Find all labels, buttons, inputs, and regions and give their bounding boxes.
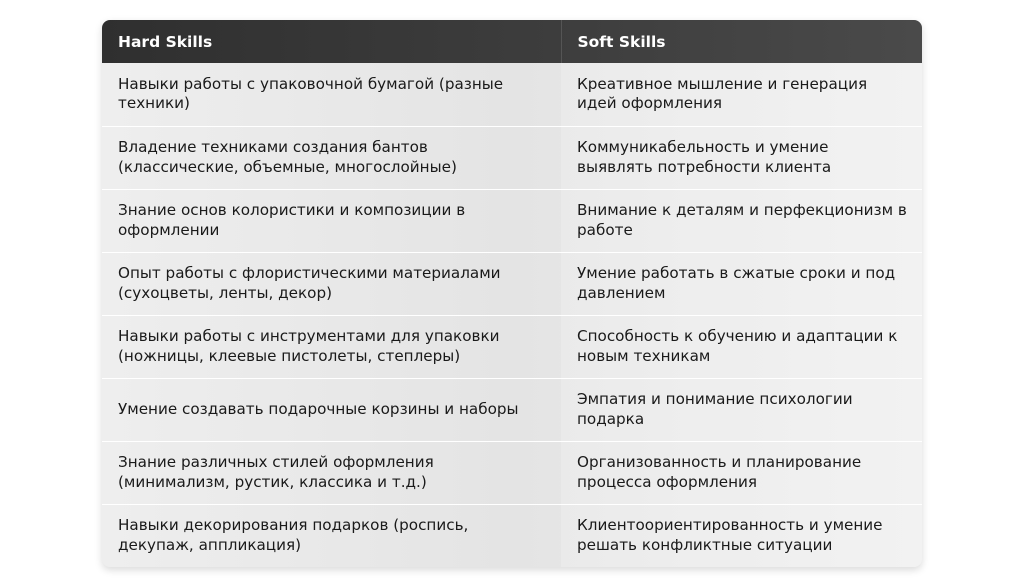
table-row: [102, 252, 922, 315]
header-soft-skills: Soft Skills: [561, 20, 922, 63]
soft-skill-cell: Коммуникабельность и умение выявлять потребности клиента: [561, 126, 922, 189]
skills-table: [102, 20, 922, 567]
soft-skill-cell: Креативное мышление и генерация идей оформления: [561, 63, 922, 126]
soft-skill-cell: Способность к обучению и адаптации к новым техникам: [561, 315, 922, 378]
soft-skill-cell: Клиентоориентированность и умение решать конфликтные ситуации: [561, 504, 922, 567]
hard-skill-cell: Умение создавать подарочные корзины и наборы: [102, 378, 561, 441]
hard-skill-cell: Навыки работы с упаковочной бумагой (разные техники): [118, 74, 504, 113]
table-header-row: [102, 20, 922, 63]
soft-skill-cell: Умение работать в сжатые сроки и под давлением: [561, 252, 922, 315]
soft-skill-cell: Внимание к деталям и перфекционизм в работе: [561, 189, 922, 252]
soft-skill-cell: Организованность и планирование процесса оформления: [561, 441, 922, 504]
table-row: [102, 63, 922, 126]
table-row: [102, 126, 922, 189]
table-row: [102, 378, 922, 441]
hard-skill-cell: Навыки работы с инструментами для упаковки (ножницы, клеевые пистолеты, степлеры): [102, 315, 561, 378]
table-row: [102, 441, 922, 504]
table-row: [102, 504, 922, 567]
hard-skill-cell: Опыт работы с флористическими материалами (сухоцветы, ленты, декор): [102, 252, 561, 315]
table-row: [102, 189, 922, 252]
hard-skill-cell: Знание различных стилей оформления (минимализм, рустик, классика и т.д.): [102, 441, 561, 504]
header-hard-skills: Hard Skills: [118, 32, 213, 51]
hard-skill-cell: Владение техниками создания бантов (классические, объемные, многослойные): [102, 126, 561, 189]
skills-table-container: [102, 20, 922, 567]
hard-skill-cell: Знание основ колористики и композиции в оформлении: [102, 189, 561, 252]
table-row: [102, 315, 922, 378]
soft-skill-cell: Эмпатия и понимание психологии подарка: [561, 378, 922, 441]
hard-skill-cell: Навыки декорирования подарков (роспись, декупаж, аппликация): [102, 504, 561, 567]
